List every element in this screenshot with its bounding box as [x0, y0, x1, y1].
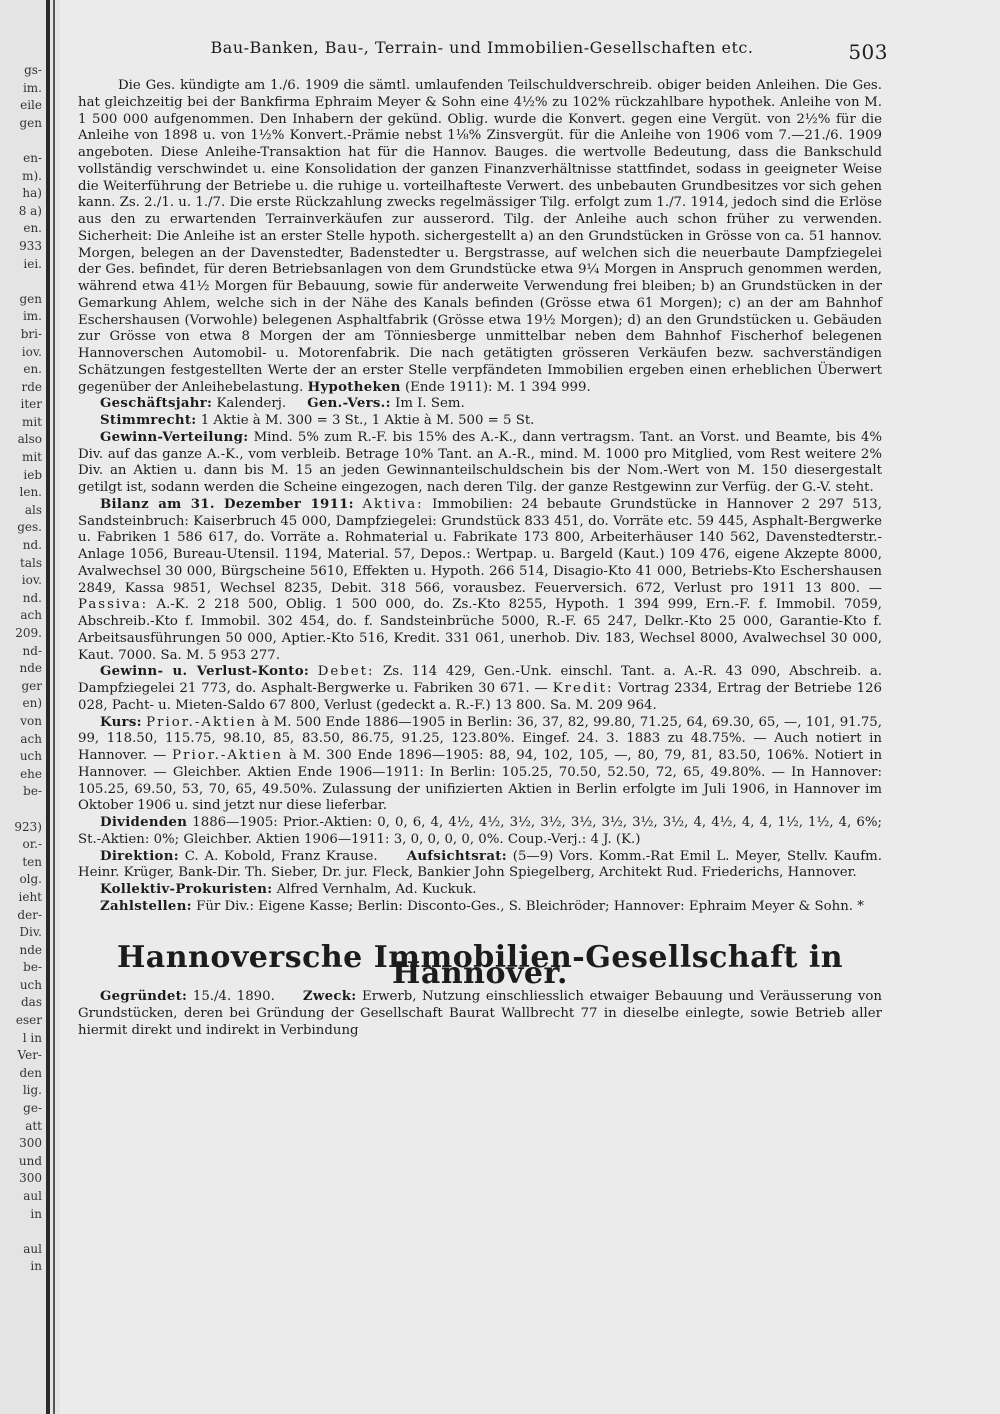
paragraph-prokuristen: Kollektiv-Prokuristen: Alfred Vernhalm, Ad. Kuckuk. — [100, 882, 477, 897]
margin-fragment: l in — [22, 1030, 42, 1045]
margin-fragment: in — [30, 1206, 42, 1221]
margin-fragment: nde — [19, 942, 42, 957]
margin-fragment: be- — [23, 960, 42, 975]
margin-fragment: und — [18, 1153, 42, 1168]
margin-fragment: ge- — [23, 1101, 42, 1116]
margin-fragment — [0, 132, 42, 150]
paragraph-zahlstellen: Zahlstellen: Für Div.: Eigene Kasse; Berlin: Disconto-Ges., S. Bleichröder; Hannover: Ephraim Meyer & Sohn. * — [100, 898, 864, 914]
margin-fragment: 933 — [19, 238, 42, 253]
margin-fragment: nd. — [22, 590, 42, 605]
margin-fragment: also — [17, 432, 42, 447]
margin-fragment: von — [20, 713, 42, 728]
margin-fragment: iov. — [21, 573, 42, 588]
margin-fragment: en. — [23, 221, 42, 236]
document-page — [72, 38, 892, 1039]
margin-fragment: iov. — [21, 344, 42, 359]
paragraph-anleihe: Die Ges. kündigte am 1./6. 1909 die sämtl. umlaufenden Teilschuldverschreib. obiger beiden Anleihen. Die Ges. hat gleichzeitig bei der Bankfirma Ephraim Meyer & Sohn eine 4½% zu 102% rückzahlbare hypothek. Anleihe von M. 1 500 000 aufgenommen. Den Inhabern der gekünd. Oblig. wurde die Konvert. gegen eine Vergüt. von 2½% für die Anleihe von 1898 u. von 1½% Konvert.-Prämie nebst 1⅛% Zinsvergüt. für die Anleihe von 1906 vom 7.—21./6. 1909 angeboten. Diese Anleihe-Transaktion hat für die Hannov. Bauges. die wertvolle Bedeutung, dass die Bankschuld vollständig verschwindet u. eine Konsolidation der ganzen Finanzverhältnisse stattfindet, sodass in geeigneter Weise die Weiterführung der Betriebe u. die ruhige u. vorteilhafteste Verwert. des unbebauten Grundbesitzes vor sich gehen kann. Zs. 2./1. u. 1./7. Die erste Rückzahlung zwecks regelmässiger Tilg. erfolgt zum 1./7. 1914, jedoch sind die Erlöse aus den zu erwartenden Terrainverkäufen zur ausserord. Tilg. der Anleihe auch schon früher zu verwenden. Sicherheit: Die Anleihe ist an erster Stelle hypoth. sichergestellt a) an den Grundstücken in Grösse von ca. 51 hannov. Morgen, belegen an der Davenstedter, Badenstedter u. Bergstrasse, auf welchen sich die neuerbaute Dampfziegelei der Ges. befindet, für deren Betriebsanlagen von dem Grundstücke etwa 9¼ Morgen in Anspruch genommen werden, während etwa 41½ Morgen für Bebauung, sowie für anderweite Verwendung frei bleiben; b) an Grundstücken in der Gemarkung Ahlem, welche sich in der Nähe des Kanals befinden (Grösse etwa 61 Morgen); c) an der am Bahnhof Eschershausen (Vorwohle) belegenen Asphaltfabrik (Grösse etwa 19½ Morgen); d) an den Grundstücken u. Gebäuden zur Grösse von etwa 8 Morgen der am Tönniesberge unmittelbar neben dem Bahnhof Fischerhof belegenen Hannoverschen Automobil- u. Motorenfabrik. Die nach getätigten grösseren Verkäufen bezw. sachverständigen Schätzungen festgestellten Werte der an erster Stelle verpfändeten Immobilien ergeben einen erheblichen Überwert gegenüber der Anleihebelastung. Hypotheken (Ende 1911): M. 1 394 999. — [78, 78, 882, 395]
margin-fragment: eser — [15, 1013, 42, 1028]
margin-fragment — [0, 1223, 42, 1241]
margin-fragment — [0, 801, 42, 819]
margin-fragment: olg. — [19, 872, 42, 887]
margin-fragment: im. — [22, 80, 42, 95]
margin-fragment: ehe — [20, 766, 42, 781]
page-number: 503 — [848, 40, 888, 64]
margin-fragment: iter — [20, 397, 42, 412]
paragraph-gewinn-verteilung: Gewinn-Verteilung: Mind. 5% zum R.-F. bis 15% des A.-K., dann vertragsm. Tant. an Vorst. und Beamte, bis 4% Div. auf das ganze A.-K., vom verbleib. Betrage 10% Tant. an A.-R., mind. M. 1000 pro Mitglied, vom Rest weitere 2% Div. an Aktien u. dann bis M. 15 an jeden Gewinnanteilschuldschein bis der Nom.-Wert von M. 150 diesergestalt getilgt ist, sodann werden die Scheine eingezogen, nach deren Tilg. der ganze Restgewinn zur Verfüg. der G.-V. steht. — [78, 429, 882, 495]
paragraph-stimmrecht: Stimmrecht: 1 Aktie à M. 300 = 3 St., 1 Aktie à M. 500 = 5 St. — [100, 413, 535, 428]
margin-fragment: als — [24, 502, 42, 517]
margin-fragment: das — [21, 995, 42, 1010]
margin-fragment: 8 a) — [18, 203, 42, 218]
margin-fragment: be- — [23, 784, 42, 799]
margin-fragment: nde — [19, 661, 42, 676]
running-head — [72, 38, 892, 78]
margin-fragment: ges. — [17, 520, 42, 535]
margin-fragment: den — [19, 1065, 42, 1080]
paragraph-dividenden: Dividenden 1886—1905: Prior.-Aktien: 0, 0, 6, 4, 4½, 4½, 3½, 3½, 3½, 3½, 3½, 3½, 4, 4½, 4, 4, 1½, 1½, 4, 6%; St.-Aktien: 0%; Gleichber. Aktien 1906—1911: 3, 0, 0, 0, 0, 0%. Coup.-Verj.: 4 J. (K.) — [78, 815, 882, 847]
margin-fragment: len. — [19, 485, 42, 500]
paragraph-gegruendet: Gegründet: 15./4. 1890. Zweck: Erwerb, Nutzung einschliesslich etwaiger Bebauung und Veräusserung von Grundstücken, deren bei Gründung der Gesellschaft Baurat Wallbrecht 77 in dieselbe einlegte, sowie Betrieb aller hiermit direkt und indirekt in Verbindung — [78, 989, 882, 1038]
margin-fragment — [0, 273, 42, 291]
margin-fragment: Div. — [19, 925, 42, 940]
margin-fragment: mit — [21, 450, 42, 465]
margin-fragment: mit — [21, 414, 42, 429]
margin-fragment: uch — [19, 977, 42, 992]
margin-fragment: der- — [17, 907, 42, 922]
margin-fragment: ha) — [22, 186, 42, 201]
margin-fragment: nd- — [22, 643, 42, 658]
margin-fragment: m). — [22, 168, 42, 183]
margin-fragment: 300 — [19, 1171, 42, 1186]
margin-fragment: tals — [20, 555, 42, 570]
margin-fragment: rde — [21, 379, 42, 394]
margin-fragment: Ver- — [17, 1048, 42, 1063]
margin-fragment: att — [25, 1118, 42, 1133]
binding-line — [46, 0, 50, 1414]
margin-fragment: 923) — [14, 819, 42, 834]
margin-fragment: im. — [22, 309, 42, 324]
margin-fragment: eile — [20, 98, 42, 113]
facing-page-fragments — [0, 62, 42, 1276]
margin-fragment: 300 — [19, 1136, 42, 1151]
paragraph-gewinn-verlust: Gewinn- u. Verlust-Konto: Debet: Zs. 114 429, Gen.-Unk. einschl. Tant. a. A.-R. 43 090, Abschreib. a. Dampfziegelei 21 773, do. Asphalt-Bergwerke u. Fabriken 30 671. — Kredit: Vortrag 2334, Ertrag der Betriebe 126 028, Pacht- u. Mieten-Saldo 67 800, Verlust (gedeckt a. R.-F.) 13 800. Sa. M. 209 964. — [78, 664, 883, 713]
paragraph-geschaeftsjahr: Geschäftsjahr: Kalenderj. Gen.-Vers.: Im I. Sem. — [100, 396, 465, 412]
margin-fragment: gen — [19, 115, 42, 130]
margin-fragment: lig. — [22, 1083, 42, 1098]
paragraph-bilanz: Bilanz am 31. Dezember 1911: Aktiva: Immobilien: 24 bebaute Grundstücke in Hannover 2 297 513, Sandsteinbruch: Kaiserbruch 45 000, Dampfziegelei: Grundstück 833 451, do. Vorräte etc. 59 445, Asphalt-Bergwerke u. Fabriken 1 586 617, do. Vorräte a. Rohmaterial u. Fabrikate 173 800, Arbeiterhäuser 140 562, Davenstedterstr.-Anlage 1056, Bureau-Utensil. 1194, Material. 57, Depos.: Wertpap. u. Bargeld (Kaut.) 109 476, eigene Akzepte 8000, Avalwechsel 30 000, Bürgscheine 5610, Effekten u. Hypoth. 266 514, Disagio-Kto 41 000, Betriebs-Kto Eschershausen 2849, Kassa 9851, Wechsel 8235, Debit. 318 566, vorausbez. Feuerversich. 672, Verlust pro 1911 13 800. — Passiva: A.-K. 2 218 500, Oblig. 1 500 000, do. Zs.-Kto 8255, Hypoth. 1 394 999, Ern.-F. f. Immobil. 7059, Abschreib.-Kto f. Immobil. 302 454, do. f. Sandsteinbrüche 5000, R.-F. 65 247, Delkr.-Kto 25 000, Garantie-Kto f. Arbeitsausführungen 50 000, Aptier.-Kto 516, Kredit. 331 061, unerhob. Div. 183, Wechsel 8000, Avalwechsel 30 000, Kaut. 7000. Sa. M. 5 953 277. — [78, 496, 882, 663]
margin-fragment: en- — [23, 150, 42, 165]
margin-fragment: ten — [22, 854, 42, 869]
margin-fragment: ach — [20, 608, 42, 623]
margin-fragment: or.- — [22, 837, 42, 852]
margin-fragment: aul — [23, 1241, 42, 1256]
paragraph-kurs: Kurs: Prior.-Aktien à M. 500 Ende 1886—1905 in Berlin: 36, 37, 82, 99.80, 71.25, 64, 69.30, 65, —, 101, 91.75, 99, 118.50, 115.75, 98.10, 85, 83.50, 86.75, 91.25, 123.80%. Eingef. 24. 3. 1883 zu 48.75%. — Auch notiert in Hannover. — Prior.-Aktien à M. 300 Ende 1896—1905: 88, 94, 102, 105, —, 80, 79, 81, 83.50, 106%. Notiert in Hannover. — Gleichber. Aktien Ende 1906—1911: In Berlin: 105.25, 70.50, 52.50, 72, 65, 49.80%. — In Hannover: 105.25, 69.50, 53, 70, 65, 49.50%. Zulassung der unifizierten Aktien in Berlin erfolgte im Juli 1906, in Hannover im Oktober 1906 u. sind jetzt nur diese lieferbar. — [78, 714, 883, 814]
binding-gutter — [0, 0, 60, 1414]
margin-fragment: in — [30, 1259, 42, 1274]
margin-fragment: gen — [19, 291, 42, 306]
margin-fragment: aul — [23, 1189, 42, 1203]
margin-fragment: ieht — [18, 889, 42, 904]
margin-fragment: nd. — [22, 538, 42, 553]
margin-fragment: en) — [22, 696, 42, 711]
running-title: Bau-Banken, Bau-, Terrain- und Immobilien-Gesellschaften etc. — [210, 38, 754, 57]
margin-fragment: gs- — [24, 63, 42, 77]
body-text — [78, 78, 882, 1039]
binding-line-thin — [53, 0, 55, 1414]
margin-fragment: en. — [23, 362, 42, 377]
margin-fragment: ger — [21, 678, 42, 693]
paragraph-direktion: Direktion: C. A. Kobold, Franz Krause. Aufsichtsrat: (5—9) Vors. Komm.-Rat Emil L. Meyer, Stellv. Kaufm. Heinr. Krüger, Bank-Dir. Th. Sieber, Dr. jur. Fleck, Bankier John Spiegelberg, Architekt Rud. Friederichs, Hannover. — [78, 848, 882, 881]
margin-fragment: iei. — [23, 256, 42, 271]
margin-fragment: uch — [19, 749, 42, 764]
margin-fragment: ach — [20, 731, 42, 746]
margin-fragment: 209. — [15, 626, 42, 640]
margin-fragment: bri- — [20, 326, 42, 341]
section-heading: Hannoversche Immobilien-Gesellschaft in Hannover. — [116, 939, 844, 992]
margin-fragment: ieb — [23, 467, 42, 482]
